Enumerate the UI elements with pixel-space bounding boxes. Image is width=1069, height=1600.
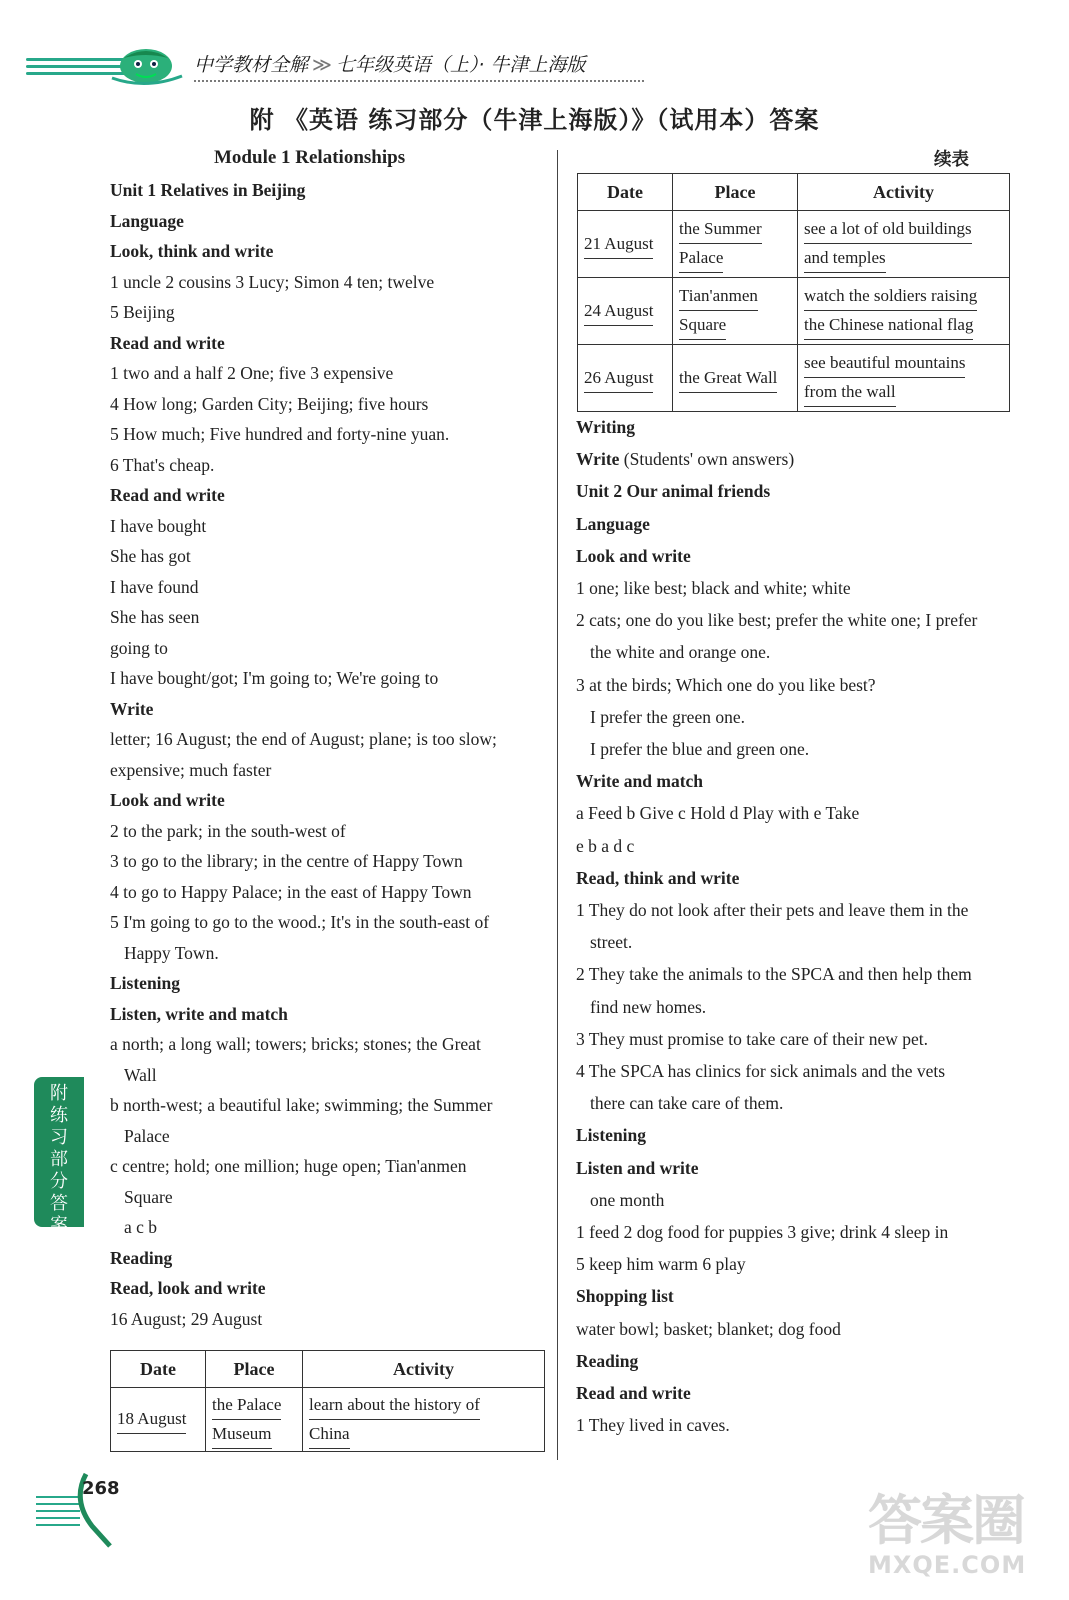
cell-activity-text: China — [309, 1420, 350, 1449]
answer-line: 16 August; 29 August — [110, 1308, 263, 1329]
answer-line: 2 They take the animals to the SPCA and then help them — [576, 964, 972, 985]
section-heading: Read and write — [110, 485, 225, 505]
cell-activity-text: and temples — [804, 244, 886, 273]
continued-text: 续表 — [934, 149, 969, 169]
section-heading: Listening — [576, 1125, 647, 1146]
cell-date-text: 26 August — [584, 364, 653, 393]
cell-place — [673, 278, 798, 345]
cell-date — [578, 211, 673, 278]
cell-date-text: 21 August — [584, 230, 653, 259]
answer-line: one month — [590, 1189, 665, 1210]
left-answer-table — [110, 1350, 545, 1452]
answer-line: c centre; hold; one million; huge open; Tian'anmen — [110, 1156, 467, 1176]
section-heading: Read and write — [110, 332, 225, 353]
page-number: 268 — [82, 1478, 120, 1499]
section-heading: Listen, write and match — [110, 1003, 288, 1024]
section-heading: Language — [576, 513, 650, 534]
table-header-activity: Activity — [303, 1351, 545, 1388]
section-heading: Look and write — [110, 790, 225, 810]
section-heading: Look and write — [576, 545, 691, 566]
answer-line: 1 They do not look after their pets and leave them in the — [576, 900, 969, 920]
answer-line: 2 to the park; in the south-west of — [110, 820, 346, 841]
answer-line: water bowl; basket; blanket; dog food — [576, 1318, 841, 1339]
answer-line: 3 They must promise to take care of their new pet. — [576, 1028, 928, 1049]
answer-line: 3 to go to the library; in the centre of Happy Town — [110, 851, 463, 871]
table-header-place: Place — [673, 174, 798, 211]
answer-line: 1 They lived in caves. — [576, 1415, 730, 1436]
cell-place-text: the Palace — [212, 1391, 281, 1420]
answer-line: Square — [124, 1186, 173, 1207]
side-tab-text: 附 练 习 部 分 答 案 — [50, 1083, 68, 1236]
header-text — [194, 50, 586, 77]
answer-line: I have bought — [110, 515, 207, 536]
table-header-date: Date — [578, 174, 673, 211]
table-header-activity: Activity — [798, 174, 1010, 211]
answer-line: a north; a long wall; towers; bricks; stones; the Great — [110, 1034, 481, 1054]
answer-line: 3 at the birds; Which one do you like best? — [576, 674, 876, 695]
cell-activity-text: watch the soldiers raising — [804, 282, 977, 311]
answer-line: I prefer the green one. — [590, 706, 745, 727]
answer-line: Write (Students' own answers) — [576, 449, 795, 470]
answer-line: b north-west; a beautiful lake; swimming; the Summer — [110, 1095, 493, 1115]
section-heading: Write — [110, 698, 154, 719]
section-heading: Look, think and write — [110, 241, 274, 261]
section-heading: Language — [110, 210, 184, 231]
answer-line: a Feed b Give c Hold d Play with e Take — [576, 803, 860, 824]
header-arrow: ≫ — [312, 54, 332, 76]
table-row — [578, 278, 1010, 345]
answer-line: 1 one; like best; black and white; white — [576, 578, 851, 598]
column-divider — [557, 150, 558, 1460]
answer-line: 5 I'm going to go to the wood.; It's in the south-east of — [110, 912, 490, 932]
section-heading: Read, think and write — [576, 867, 740, 888]
cell-date-text: 24 August — [584, 297, 653, 326]
table-header-place: Place — [206, 1351, 303, 1388]
section-heading: Read and write — [576, 1383, 691, 1403]
module-heading: Module 1 Relationships — [214, 147, 406, 168]
cell-activity — [798, 278, 1010, 345]
section-heading: Write and match — [576, 771, 704, 792]
cell-activity — [303, 1388, 545, 1452]
section-heading: Unit 2 Our animal friends — [576, 481, 771, 502]
cell-place-text: the Great Wall — [679, 364, 777, 393]
cell-date — [578, 278, 673, 345]
cell-date — [111, 1388, 206, 1452]
answer-line: Palace — [124, 1125, 170, 1146]
answer-line: Wall — [124, 1064, 157, 1085]
cell-place-text: Tian'anmen — [679, 282, 758, 311]
cell-place-text: Museum — [212, 1420, 272, 1449]
book-logo-icon — [102, 40, 186, 86]
answer-line: I have found — [110, 576, 199, 597]
table-row — [111, 1388, 545, 1452]
right-column — [576, 412, 1016, 1462]
answer-line: expensive; much faster — [110, 759, 272, 780]
side-tab — [34, 1077, 84, 1236]
answer-line: street. — [590, 932, 633, 953]
answer-line: e b a d c — [576, 835, 635, 856]
cell-place-text: Palace — [679, 244, 723, 273]
answer-line: a c b — [124, 1217, 158, 1237]
answer-line: 4 to go to Happy Palace; in the east of Happy Town — [110, 881, 472, 902]
cell-activity — [798, 345, 1010, 412]
cell-place-text: Square — [679, 311, 726, 340]
cell-activity-text: the Chinese national flag — [804, 311, 973, 340]
section-heading: Listening — [110, 973, 181, 993]
section-heading: Reading — [110, 1247, 173, 1268]
answer-line: She has got — [110, 546, 191, 566]
table-row — [578, 211, 1010, 278]
cell-activity-text: from the wall — [804, 378, 896, 407]
answer-line: 1 feed 2 dog food for puppies 3 give; drink 4 sleep in — [576, 1222, 949, 1242]
section-heading: Shopping list — [576, 1286, 674, 1307]
answer-line: going to — [110, 637, 168, 658]
cell-place-text: the Summer — [679, 215, 762, 244]
watermark-bottom: MXQE.COM — [868, 1551, 1027, 1579]
section-heading: Read, look and write — [110, 1278, 266, 1298]
header-book: 中学教材全解 — [194, 54, 309, 76]
answer-line: 4 How long; Garden City; Beijing; five hours — [110, 393, 429, 414]
answer-line: 1 two and a half 2 One; five 3 expensive — [110, 363, 394, 383]
answer-line: 1 uncle 2 cousins 3 Lucy; Simon 4 ten; twelve — [110, 271, 435, 292]
cell-activity-text: see a lot of old buildings — [804, 215, 972, 244]
cell-activity-text: learn about the history of — [309, 1391, 480, 1420]
cell-place — [673, 211, 798, 278]
section-heading: Listen and write — [576, 1157, 699, 1178]
answer-line: She has seen — [110, 607, 200, 627]
left-column — [110, 145, 550, 1465]
answer-line: 2 cats; one do you like best; prefer the white one; I prefer — [576, 610, 978, 631]
section-heading: Unit 1 Relatives in Beijing — [110, 180, 306, 200]
cell-place — [206, 1388, 303, 1452]
answer-line: the white and orange one. — [590, 642, 771, 663]
answer-line: I prefer the blue and green one. — [590, 739, 810, 759]
table-row — [578, 345, 1010, 412]
page-header — [22, 40, 622, 90]
answer-line: 6 That's cheap. — [110, 454, 215, 475]
cell-date — [578, 345, 673, 412]
answer-line: letter; 16 August; the end of August; plane; is too slow; — [110, 729, 497, 749]
answer-line: find new homes. — [590, 996, 707, 1017]
answer-line: 5 keep him warm 6 play — [576, 1254, 746, 1275]
answer-line: I have bought/got; I'm going to; We're going to — [110, 668, 439, 688]
section-heading: Reading — [576, 1350, 639, 1371]
answer-line: 4 The SPCA has clinics for sick animals and the vets — [576, 1061, 946, 1081]
watermark-top: 答案圈 — [868, 1489, 1024, 1552]
header-dotted-rule — [194, 80, 644, 82]
header-subtitle: 七年级英语（上）· 牛津上海版 — [335, 54, 586, 76]
watermark — [868, 1478, 1044, 1578]
answer-line: 5 How much; Five hundred and forty-nine yuan. — [110, 424, 450, 444]
cell-place — [673, 345, 798, 412]
answer-line: Happy Town. — [124, 942, 219, 963]
cell-activity — [798, 211, 1010, 278]
section-heading: Writing — [576, 417, 635, 437]
table-header-date: Date — [111, 1351, 206, 1388]
right-answer-table — [577, 173, 1010, 412]
cell-activity-text: see beautiful mountains — [804, 349, 965, 378]
answer-line: there can take care of them. — [590, 1093, 784, 1114]
page-title: 附 《英语 练习部分（牛津上海版）》（试用本）答案 — [249, 106, 820, 134]
continued-label — [934, 146, 969, 171]
answer-line: 5 Beijing — [110, 302, 175, 322]
cell-date-text: 18 August — [117, 1405, 186, 1434]
